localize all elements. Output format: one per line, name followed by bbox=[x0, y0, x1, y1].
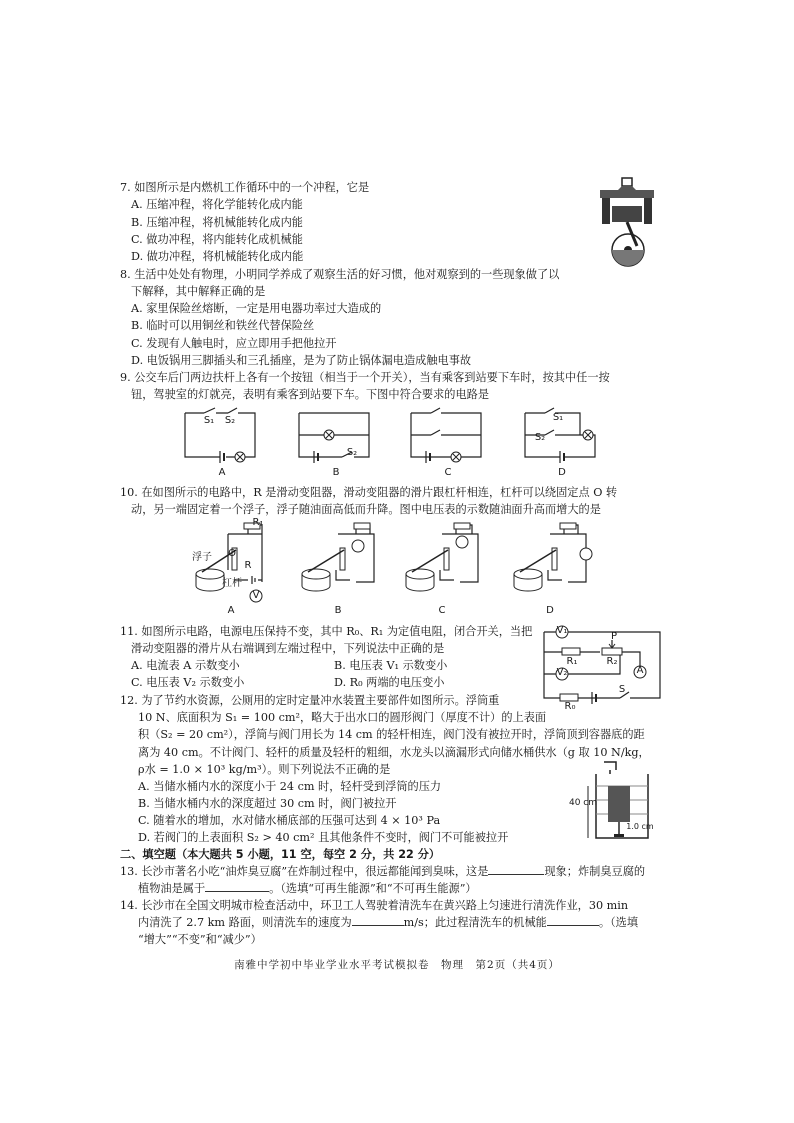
q12-fig-label-40cm: 40 cm bbox=[568, 798, 598, 808]
q9a-s1: S₁ bbox=[203, 415, 215, 426]
q12-line-5: ρ水 = 1.0 × 10³ kg/m³）。则下列说法不正确的是 bbox=[138, 763, 391, 776]
engine-cylinder-figure bbox=[592, 176, 664, 270]
q11-option-d: D. R₀ 两端的电压变小 bbox=[334, 676, 445, 689]
q11-s-label: S bbox=[618, 684, 626, 695]
q13-blank-1[interactable] bbox=[488, 864, 544, 875]
q8-option-c: C. 发现有人触电时，应立即用手把他拉开 bbox=[131, 337, 337, 350]
q11-v1-label: V₁ bbox=[556, 625, 568, 636]
page-footer: 南雅中学初中毕业学业水平考试模拟卷 物理 第2页（共4页） bbox=[234, 959, 560, 971]
q8-option-b: B. 临时可以用铜丝和铁丝代替保险丝 bbox=[131, 319, 315, 332]
q12-line-4: 离为 40 cm。不计阀门、轻杆的质量及轻杆的粗细，水龙头以滴漏形式向储水桶供水（g 取 10 N/kg， bbox=[138, 746, 650, 759]
q14-part-b: 内清洗了 2.7 km 路面，则清洗车的速度为 bbox=[138, 916, 352, 929]
q13-blank-2[interactable] bbox=[205, 881, 269, 892]
q10-label-a: A bbox=[227, 605, 235, 616]
q14-blank-2[interactable] bbox=[547, 915, 599, 926]
q9-label-d: D bbox=[558, 467, 566, 478]
q9b-s2: S₂ bbox=[346, 447, 358, 458]
q14-line-2 bbox=[138, 915, 638, 930]
q14-part-d: 。（选填 bbox=[598, 916, 639, 929]
q9-circuit-c bbox=[406, 405, 486, 465]
q10-circuit-c bbox=[400, 520, 490, 604]
q10-lever-label: 杠杆 bbox=[222, 578, 242, 589]
q9-label-c: C bbox=[444, 467, 452, 478]
q11-r1-label: R₁ bbox=[566, 656, 578, 667]
q8-stem-1: 8. 生活中处处有物理，小明同学养成了观察生活的好习惯，他对观察到的一些现象做了以 bbox=[120, 268, 560, 281]
q13-part-a: 13. 长沙市著名小吃“油炸臭豆腐”在炸制过程中，很远都能闻到臭味，这是 bbox=[120, 865, 489, 878]
q10-r-label: R bbox=[244, 560, 252, 571]
q10-float-label: 浮子 bbox=[192, 552, 212, 563]
q14-line-1: 14. 长沙市在全国文明城市检查活动中，环卫工人驾驶着清洗车在黄兴路上匀速进行清洗作业，30 min bbox=[120, 899, 629, 912]
q12-line-1: 12. 为了节约水资源，公厕用的定时定量冲水装置主要部件如图所示。浮筒重 bbox=[120, 694, 500, 707]
q10-circuit-d bbox=[508, 520, 598, 604]
q11-option-c: C. 电压表 V₂ 示数变小 bbox=[131, 676, 245, 689]
q7-option-d: D. 做功冲程，将机械能转化成内能 bbox=[131, 250, 304, 263]
q10-label-d: D bbox=[546, 605, 554, 616]
q11-p-label: P bbox=[610, 631, 618, 642]
q9-label-a: A bbox=[218, 467, 226, 478]
q12-line-3: 积（S₂ = 20 cm²），浮筒与阀门用长为 14 cm 的轻杆相连，阀门没有被拉开时，浮筒顶到容器底的距 bbox=[138, 728, 645, 741]
q7-option-c: C. 做功冲程，将内能转化成机械能 bbox=[131, 233, 303, 246]
q8-option-d: D. 电饭锅用三脚插头和三孔插座，是为了防止锅体漏电造成触电事故 bbox=[131, 354, 472, 367]
q10-circuit-b bbox=[296, 520, 386, 604]
q11-option-a: A. 电流表 A 示数变小 bbox=[131, 659, 240, 672]
q13-part-c: 植物油是属于 bbox=[138, 882, 206, 895]
q7-option-a: A. 压缩冲程，将化学能转化成内能 bbox=[131, 198, 303, 211]
q11-r2-label: R₂ bbox=[606, 656, 618, 667]
q10-stem-1: 10. 在如图所示的电路中，R 是滑动变阻器，滑动变阻器的滑片跟杠杆相连，杠杆可以绕固定点 O 转 bbox=[120, 486, 618, 499]
q9d-s1: S₁ bbox=[552, 412, 564, 423]
q12-option-d: D. 若阀门的上表面积 S₂ > 40 cm² 且其他条件不变时，阀门不可能被拉开 bbox=[138, 831, 509, 844]
q9-label-b: B bbox=[332, 467, 340, 478]
q7-stem: 7. 如图所示是内燃机工作循环中的一个冲程，它是 bbox=[120, 181, 370, 194]
q14-blank-1[interactable] bbox=[352, 915, 404, 926]
q9-stem-1: 9. 公交车后门两边扶杆上各有一个按钮（相当于一个开关），当有乘客到站要下车时，按其中任一按 bbox=[120, 371, 610, 384]
q8-option-a: A. 家里保险丝熔断，一定是用电器功率过大造成的 bbox=[131, 302, 382, 315]
q11-stem-1: 11. 如图所示电路，电源电压保持不变，其中 R₀、R₁ 为定值电阻，闭合开关，当把 bbox=[120, 625, 533, 638]
q14-line-3: “增大”“不变”和“减少”） bbox=[138, 933, 262, 946]
q13-line-2 bbox=[138, 881, 477, 896]
q11-option-b: B. 电压表 V₁ 示数变小 bbox=[334, 659, 448, 672]
section-2-heading: 二、填空题（本大题共 5 小题，11 空，每空 2 分，共 22 分） bbox=[120, 848, 441, 861]
q9-stem-2: 钮，驾驶室的灯就亮，表明有乘客到站要下车。下图中符合要求的电路是 bbox=[131, 388, 490, 401]
q9a-s2: S₂ bbox=[224, 415, 236, 426]
q11-stem-2: 滑动变阻器的滑片从右端调到左端过程中，下列说法中正确的是 bbox=[131, 642, 445, 655]
q10-stem-2: 动，另一端固定着一个浮子，浮子随油面高低而升降。图中电压表的示数随油面升高而增大的是 bbox=[131, 503, 601, 516]
q10-o-label: O bbox=[228, 548, 236, 559]
q13-part-b: 现象；炸制臭豆腐的 bbox=[544, 865, 646, 878]
q11-a-label: A bbox=[636, 665, 644, 676]
q13-line-1 bbox=[120, 864, 645, 879]
q12-fig-label-small: 1.0 cm bbox=[626, 822, 654, 831]
q12-option-a: A. 当储水桶内水的深度小于 24 cm 时，轻杆受到浮筒的压力 bbox=[138, 780, 442, 793]
q12-option-b: B. 当储水桶内水的深度超过 30 cm 时，阀门被拉开 bbox=[138, 797, 397, 810]
q12-option-c: C. 随着水的增加，水对储水桶底部的压强可达到 4 × 10³ Pa bbox=[138, 814, 441, 827]
q9d-s2: S₂ bbox=[534, 432, 546, 443]
q14-part-c: m/s；此过程清洗车的机械能 bbox=[403, 916, 547, 929]
q10-label-c: C bbox=[438, 605, 446, 616]
q11-r0-label: R₀ bbox=[564, 701, 576, 712]
q10-r1-label: R₁ bbox=[252, 517, 264, 528]
q11-v2-label: V₂ bbox=[556, 667, 568, 678]
q9-circuit-b bbox=[294, 405, 374, 465]
q8-stem-2: 下解释，其中解释正确的是 bbox=[131, 285, 266, 298]
q10-v-label: V bbox=[252, 590, 260, 601]
q7-option-b: B. 压缩冲程，将机械能转化成内能 bbox=[131, 216, 303, 229]
q12-line-2: 10 N、底面积为 S₁ = 100 cm²，略大于出水口的圆形阀门（厚度不计）的上表面 bbox=[138, 711, 547, 724]
q13-part-d: 。（选填“可再生能源”和“不可再生能源”） bbox=[269, 882, 477, 895]
q9-circuit-a bbox=[180, 405, 260, 465]
q10-label-b: B bbox=[334, 605, 342, 616]
